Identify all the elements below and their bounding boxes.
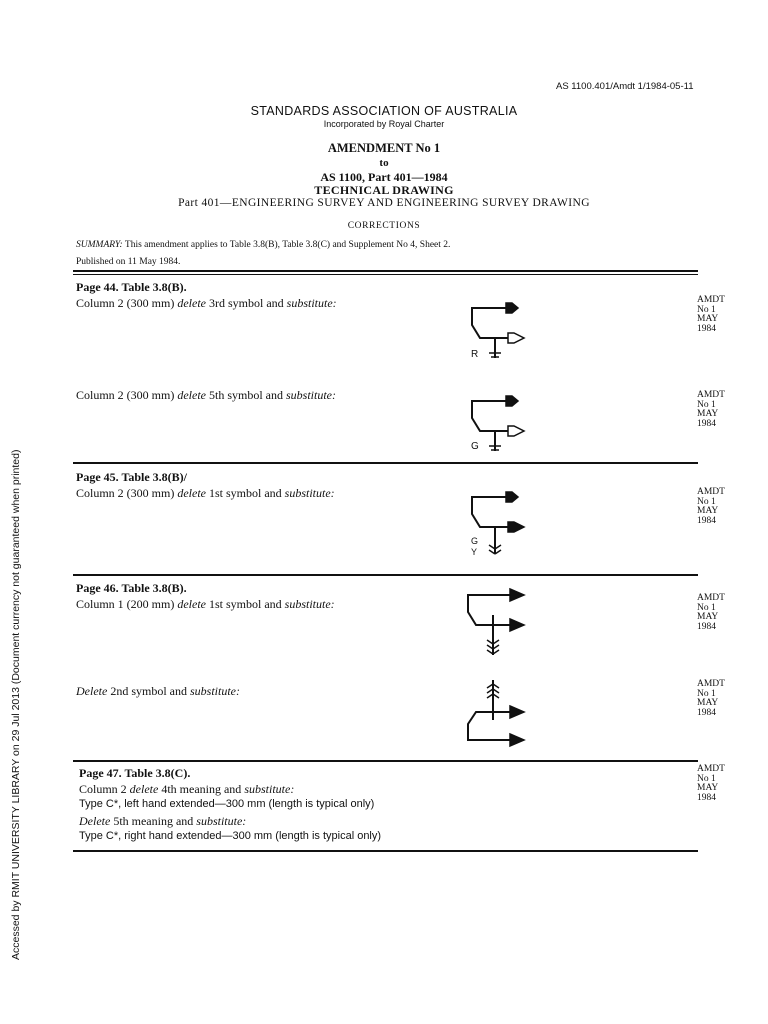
symbol-label-y: Y — [471, 547, 478, 557]
instruction-page45-item1: Column 2 (300 mm) delete 1st symbol and substitute: — [76, 486, 335, 500]
summary-text: This amendment applies to Table 3.8(B), Table 3.8(C) and Supplement No 4, Sheet 2. — [122, 240, 451, 250]
section-title-page-46: Page 46. Table 3.8(B). — [76, 581, 187, 595]
instruction-page47-line1: Column 2 delete 4th meaning and substitute: — [79, 782, 295, 796]
signal-symbol-200mm — [460, 582, 540, 662]
instruction-page44-item2: Column 2 (300 mm) delete 5th symbol and substitute: — [76, 388, 336, 402]
instruction-page47-line3: Delete 5th meaning and substitute: — [79, 814, 247, 828]
section-title-page-44: Page 44. Table 3.8(B). — [76, 280, 187, 294]
instruction-page47-line2: Type C*, left hand extended—300 mm (length is typical only) — [79, 798, 375, 810]
amdt-note-2: AMDT No 1 MAY 1984 — [697, 390, 725, 429]
corrections-heading: CORRECTIONS — [347, 221, 421, 231]
summary-label: SUMMARY: — [76, 240, 123, 250]
symbol-label-g: G — [471, 441, 479, 452]
header-double-rule-bottom — [73, 274, 698, 275]
amendment-title: AMENDMENT No 1 — [327, 141, 441, 155]
summary-line — [76, 240, 450, 250]
section-title-page-47: Page 47. Table 3.8(C). — [79, 766, 191, 780]
amdt-note-5: AMDT No 1 MAY 1984 — [697, 679, 725, 718]
signal-symbol-gy — [460, 484, 540, 564]
section-divider-3 — [73, 760, 698, 762]
amdt-note-4: AMDT No 1 MAY 1984 — [697, 593, 725, 632]
instruction-page47-line4: Type C*, right hand extended—300 mm (length is typical only) — [79, 830, 382, 842]
instruction-page44-item1: Column 2 (300 mm) delete 3rd symbol and substitute: — [76, 296, 337, 310]
document-reference: AS 1100.401/Amdt 1/1984-05-11 — [556, 81, 694, 92]
signal-symbol-inverted — [460, 676, 540, 752]
section-title-page-45: Page 45. Table 3.8(B)/ — [76, 470, 188, 484]
part-title: Part 401—ENGINEERING SURVEY AND ENGINEERING SURVEY DRAWING — [178, 197, 590, 209]
organisation-name: STANDARDS ASSOCIATION OF AUSTRALIA — [250, 104, 518, 118]
to-line: to — [379, 157, 389, 169]
instruction-page46-item1: Column 1 (200 mm) delete 1st symbol and substitute: — [76, 597, 335, 611]
amdt-note-1: AMDT No 1 MAY 1984 — [697, 295, 725, 334]
header-double-rule-top — [73, 270, 698, 272]
instruction-page46-item2: Delete 2nd symbol and substitute: — [76, 684, 240, 698]
signal-symbol-g — [460, 388, 540, 458]
section-divider-2 — [73, 574, 698, 576]
published-line: Published on 11 May 1984. — [76, 257, 181, 267]
signal-symbol-r — [460, 295, 540, 365]
amdt-note-6: AMDT No 1 MAY 1984 — [697, 764, 725, 803]
incorporated-line: Incorporated by Royal Charter — [323, 119, 445, 129]
symbol-label-g2: G — [471, 536, 479, 546]
access-notice-sidebar: Accessed by RMIT UNIVERSITY LIBRARY on 29 Jul 2013 (Document currency not guaranteed when printed) — [10, 449, 22, 960]
standard-title: AS 1100, Part 401—1984 — [320, 170, 448, 184]
symbol-label-r: R — [471, 349, 479, 360]
subject-title: TECHNICAL DRAWING — [314, 183, 454, 197]
section-divider-4 — [73, 850, 698, 852]
amdt-note-3: AMDT No 1 MAY 1984 — [697, 487, 725, 526]
section-divider-1 — [73, 462, 698, 464]
